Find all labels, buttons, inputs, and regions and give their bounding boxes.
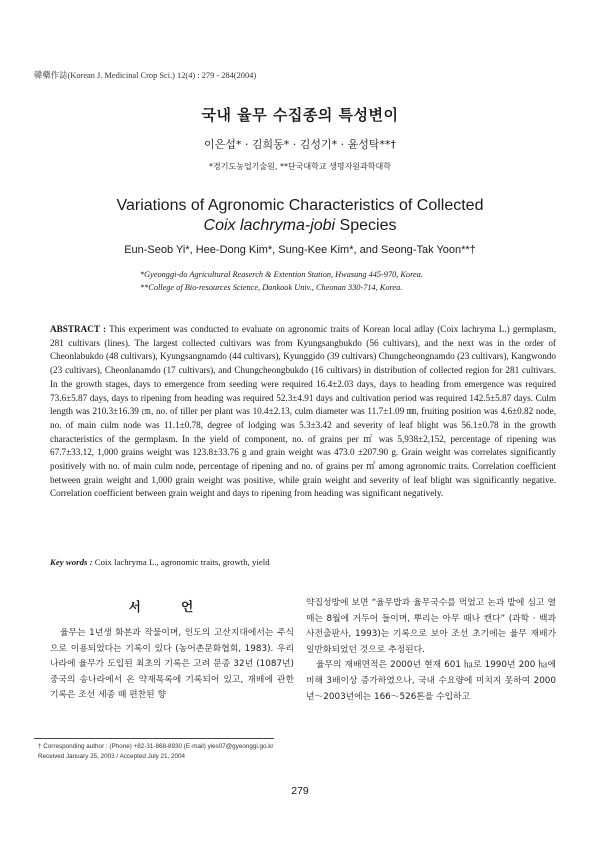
english-title-suffix: Species xyxy=(335,217,397,234)
intro-paragraph-2: 약집성방에 보면 “율무밥과 율무국수를 먹었고 논과 밭에 심고 열매는 8월에 거두어 들이며, 뿌리는 아무 때나 캔다” (과학 · 백과사전출판사, 1993)는 기록으로 보아 조선 초기에는 율무 재배가 일반화되었던 것으로 추정된다. xyxy=(306,598,556,655)
english-title-line1: Variations of Agronomic Characteristics of Collected xyxy=(116,197,484,214)
page-number: 279 xyxy=(291,785,309,797)
species-name: Coix lachryma-jobi xyxy=(203,217,336,234)
corresponding-author: † Corresponding author : (Phone) +82-31-868-8930 (E-mail) yies07@gyeonggi.go.kr xyxy=(38,743,274,750)
section-title-introduction: 서 언 xyxy=(128,599,212,614)
korean-title: 국내 율무 수집종의 특성변이 xyxy=(201,106,399,124)
keywords-text: Coix lachryma L., agronomic traits, growth, yield xyxy=(92,557,270,567)
affiliation-2: **College of Bio-resources Science, Dankook Univ., Cheonan 330-714, Korea. xyxy=(140,283,403,292)
keywords-label: Key words : xyxy=(50,557,93,567)
received-accepted-dates: Received January 25, 2003 / Accepted July 21, 2004 xyxy=(38,752,186,760)
intro-left-column xyxy=(50,626,294,704)
intro-paragraph-3: 율무의 재배면적은 2000년 현재 601 ㏊로 1990년 200 ㏊에 비해 3배이상 증가하였으나, 국내 수요량에 미치지 못하여 2000년～2003년에는 166～526톤을 수입하고 xyxy=(306,660,556,702)
journal-reference: 韓藥作誌(Korean J. Medicinal Crop Sci.) 12(4) : 279 - 284(2004) xyxy=(34,71,257,80)
english-affiliations xyxy=(140,268,423,294)
english-authors: Eun-Seob Yi*, Hee-Dong Kim*, Sung-Kee Kim*, and Seong-Tak Yoon**† xyxy=(124,244,476,256)
korean-authors: 이은섭* · 김희동* · 김성기* · 윤성탁**† xyxy=(204,138,396,151)
english-title xyxy=(0,196,600,236)
korean-affiliations: *경기도농업기술원, **단국대학교 생명자원과학대학 xyxy=(209,162,391,171)
footnote xyxy=(38,742,274,761)
keywords xyxy=(50,557,556,567)
abstract xyxy=(50,323,556,501)
english-title-line2 xyxy=(0,216,600,236)
abstract-text: This experiment was conducted to evaluate on agronomic traits of Korean local adlay (Coix lachryma L.) germplasm, 281 cultivars (lines). The largest collected cultivars was from Kyungsangbukdo (56 cultivars), and the next was in the order of Cheonlabukdo (48 cultivars), Kyungsangnamdo (44 cultivars), Kyunggido (39 cultivars) Chungcheongnamdo (23 cultivars), Kangwondo (23 cultivars), Cheonlanamdo (17 cultivars), and Chungcheongbukdo (16 cultivars) in distribution of collected region for 281 cultivars. In the growth stages, days to emergence from seeding were required 16.4±2.03 days, days to heading from emergence was required 73.6±5.87 days, days to ripening from heading was required 52.3±4.91 days and cultivation period was required 142.5±5.87 days. Culm length was 210.3±16.39 ㎝, no. of tiller per plant was 10.4±2.13, culm diameter was 11.7±1.09 ㎜, fruiting position was 4.6±0.82 node, no. of main culm node was 11.1±0.78, degree of lodging was 5.3±3.42 and severity of leaf blight was 56.1±0.78 in the growth characteristics of the germplasm. In the yield of component, no. of grains per ㎡ was 5,938±2,152, percentage of ripening was 67.7±33.12, 1,000 grains weight was 123.8±33.76 g and grain weight was 473.0 ±207.90 g. Grain weight was correlates significantly positively with no. of main culm node, percentage of ripening and no. of grains per ㎡ among agronomic traits. Correlation coefficient between grain weight and 1,000 grain weight was positive, while grain weight and severity of leaf blight was significantly negative. Correlation coefficient between grain weight and days to ripening from heading was significant negatively. xyxy=(50,324,556,499)
abstract-label: ABSTRACT : xyxy=(50,324,107,334)
intro-right-column xyxy=(306,596,556,705)
affiliation-1: *Gyeonggi-do Agricultural Reaserch & Extention Station, Hwasung 445-970, Korea. xyxy=(140,270,423,279)
intro-paragraph-1: 율무는 1년생 화본과 작물이며, 인도의 고산지대에서는 주식으로 이용되었다는 기록이 있다 (농어촌문화협회, 1983). 우리나라에 율무가 도입된 최초의 기록은 고려 문종 32년 (1087년) 중국의 송나라에서 온 약재목록에 기록되어 있고, 재배에 관한 기록은 조선 세종 때 편찬된 향 xyxy=(50,628,294,701)
footnote-divider xyxy=(34,738,274,739)
